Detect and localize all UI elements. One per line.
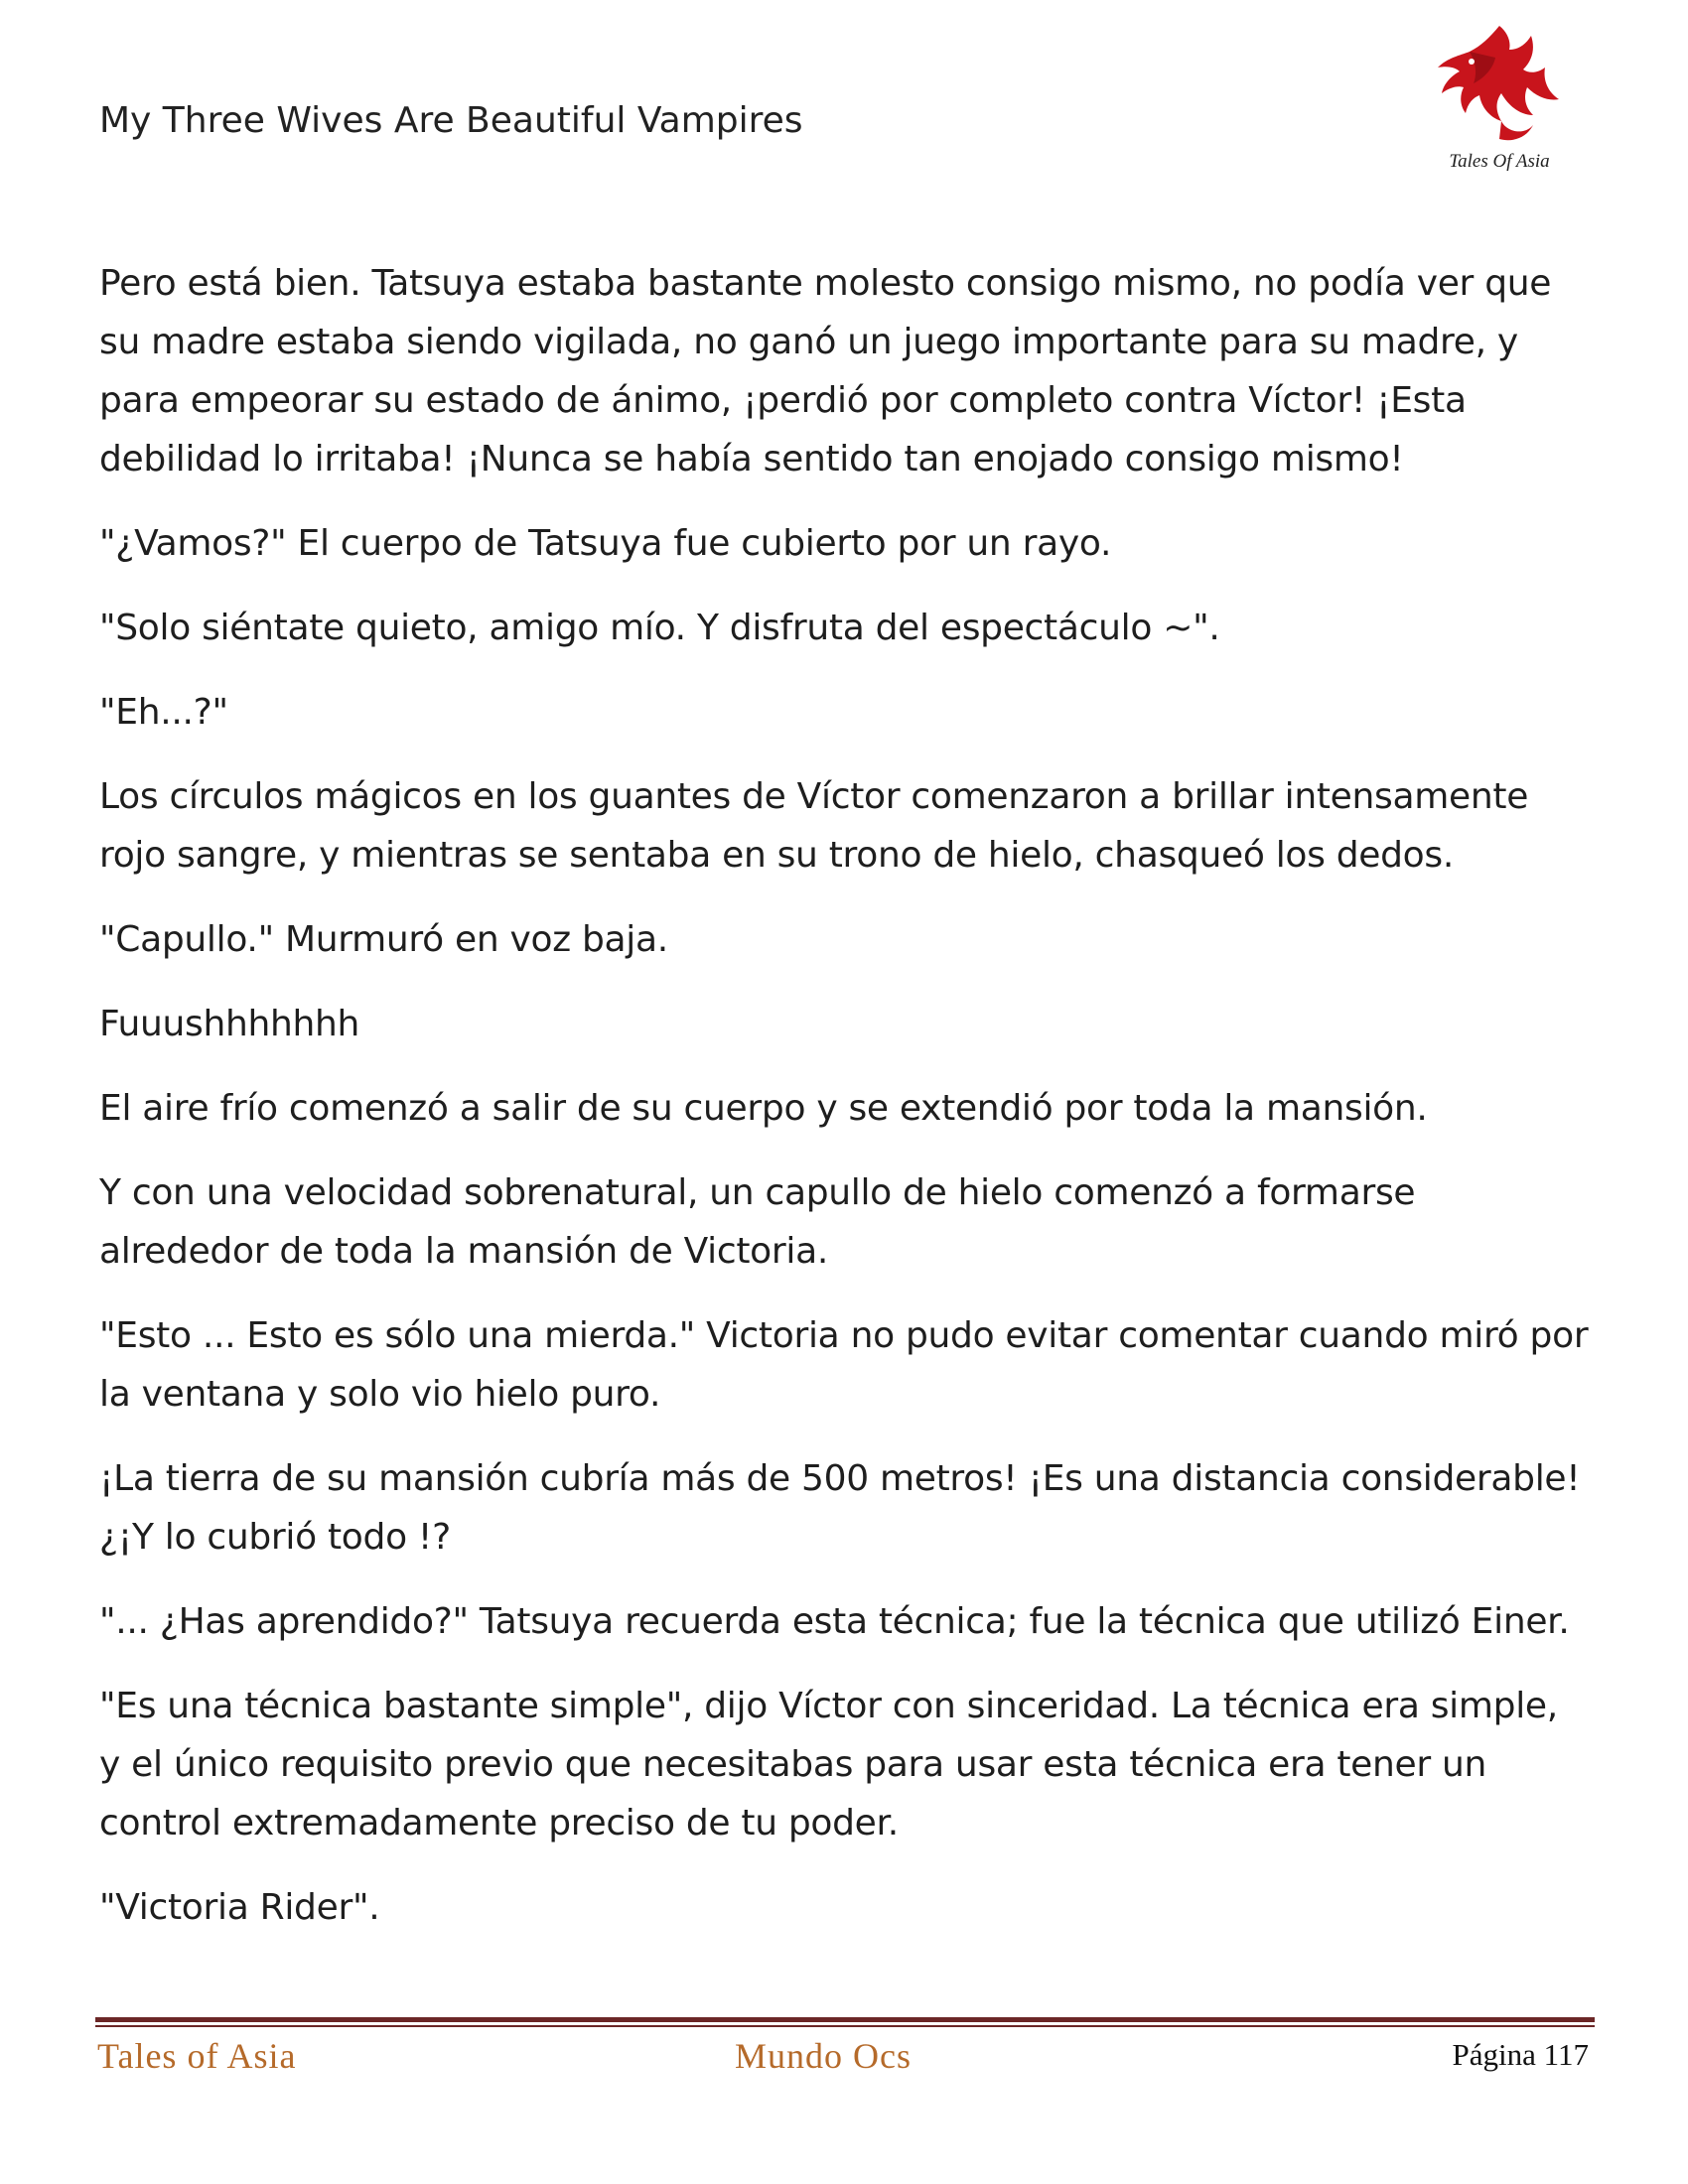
paragraph: ¡La tierra de su mansión cubría más de 500 metros! ¡Es una distancia considerable! ¿¡Y lo cubrió todo !? xyxy=(99,1458,1581,1558)
footer-site-name: Tales of Asia xyxy=(97,2036,297,2076)
paragraph: "Solo siéntate quieto, amigo mío. Y disfruta del espectáculo ~". xyxy=(99,608,1220,648)
footer-divider xyxy=(95,2017,1595,2022)
paragraph: Y con una velocidad sobrenatural, un capullo de hielo comenzó a formarse alrededor de toda la mansión de Victoria. xyxy=(99,1172,1416,1272)
footer-divider-thin xyxy=(95,2025,1595,2027)
paragraph: "¿Vamos?" El cuerpo de Tatsuya fue cubierto por un rayo. xyxy=(99,523,1112,564)
paragraph: Fuuushhhhhhh xyxy=(99,1004,360,1044)
footer-section-name: Mundo Ocs xyxy=(735,2036,912,2076)
page-number: Página 117 xyxy=(1452,2037,1589,2072)
dragon-logo xyxy=(1430,18,1569,187)
paragraph: El aire frío comenzó a salir de su cuerpo y se extendió por toda la mansión. xyxy=(99,1088,1428,1129)
document-title: My Three Wives Are Beautiful Vampires xyxy=(99,100,803,141)
paragraph: Pero está bien. Tatsuya estaba bastante molesto consigo mismo, no podía ver que su madre estaba siendo vigilada, no ganó un juego importante para su madre, y para empeorar su estado de ánimo, ¡perdió por completo contra Víctor! ¡Esta debilidad lo irritaba! ¡Nunca se había sentido tan enojado consigo mismo! xyxy=(99,263,1552,479)
paragraph: Los círculos mágicos en los guantes de Víctor comenzaron a brillar intensamente rojo sangre, y mientras se sentaba en su trono de hielo, chasqueó los dedos. xyxy=(99,776,1529,876)
paragraph: "Es una técnica bastante simple", dijo Víctor con sinceridad. La técnica era simple, y el único requisito previo que necesitabas para usar esta técnica era tener un control extremadamente preciso de tu poder. xyxy=(99,1686,1558,1843)
paragraph: "... ¿Has aprendido?" Tatsuya recuerda esta técnica; fue la técnica que utilizó Einer. xyxy=(99,1601,1570,1642)
document-body xyxy=(99,254,1589,1963)
logo-text: Tales Of Asia xyxy=(1449,151,1550,172)
paragraph: "Capullo." Murmuró en voz baja. xyxy=(99,919,668,960)
paragraph: "Eh...?" xyxy=(99,692,228,733)
paragraph: "Esto ... Esto es sólo una mierda." Victoria no pudo evitar comentar cuando miró por la ventana y solo vio hielo puro. xyxy=(99,1315,1589,1415)
paragraph: "Victoria Rider". xyxy=(99,1887,380,1928)
